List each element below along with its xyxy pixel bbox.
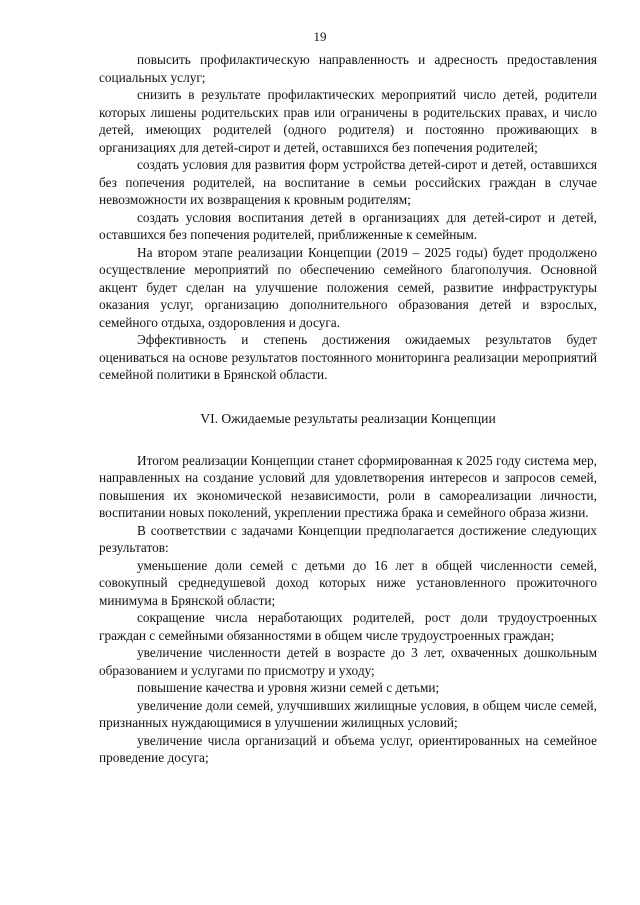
paragraph: На втором этапе реализации Концепции (2019 – 2025 годы) будет продолжено осуществление мероприятий по обеспечению семейного благополучия. Основной акцент будет сделан на улучшение положения семей, развитие инфраструктуры оказания услуг, организацию дополнительного образования детей и взрослых, семейного отдыха, оздоровления и досуга. [99, 244, 597, 330]
page-number: 19 [313, 29, 327, 44]
document-body [99, 51, 597, 767]
paragraph: увеличение численности детей в возрасте до 3 лет, охваченных дошкольным образованием и услугами по присмотру и уходу; [99, 645, 597, 678]
paragraph: В соответствии с задачами Концепции предполагается достижение следующих результатов: [99, 522, 597, 555]
paragraph: Итогом реализации Концепции станет сформированная к 2025 году система мер, направленных на создание условий для удовлетворения интересов и запросов семей, повышения их экономической независимости, роли в самореализации личности, воспитании новых поколений, укреплении престижа брака и семейного образа жизни. [99, 452, 597, 520]
paragraph: уменьшение доли семей с детьми до 16 лет в общей численности семей, совокупный среднедушевой доход которых ниже установленного прожиточного минимума в Брянской области; [99, 557, 597, 608]
paragraph: Эффективность и степень достижения ожидаемых результатов будет оцениваться на основе результатов постоянного мониторинга реализации мероприятий семейной политики в Брянской области. [99, 332, 597, 382]
paragraph: сокращение числа неработающих родителей, рост доли трудоустроенных граждан с семейными обязанностями в общем числе трудоустроенных граждан; [99, 610, 597, 643]
paragraph: снизить в результате профилактических мероприятий число детей, родители которых лишены родительских прав или ограничены в родительских правах, и число детей, имеющих родителей (одного родителя) и постоянно проживающих в организациях для детей-сирот и детей, оставшихся без попечения родителей; [99, 87, 597, 155]
paragraph: повысить профилактическую направленность и адресность предоставления социальных услуг; [99, 52, 597, 85]
paragraph: повышение качества и уровня жизни семей с детьми; [137, 680, 440, 695]
section-heading: VI. Ожидаемые результаты реализации Концепции [200, 410, 496, 426]
paragraph: создать условия для развития форм устройства детей-сирот и детей, оставшихся без попечения родителей, на воспитание в семьи российских граждан в случае невозможности их возвращения к кровным родителям; [99, 157, 597, 207]
paragraph: увеличение доли семей, улучшивших жилищные условия, в общем числе семей, признанных нуждающимися в улучшении жилищных условий; [99, 697, 597, 730]
paragraph: увеличение числа организаций и объема услуг, ориентированных на семейное проведение досуга; [99, 732, 597, 765]
paragraph: создать условия воспитания детей в организациях для детей-сирот и детей, оставшихся без попечения родителей, приближенные к семейным. [99, 209, 597, 242]
